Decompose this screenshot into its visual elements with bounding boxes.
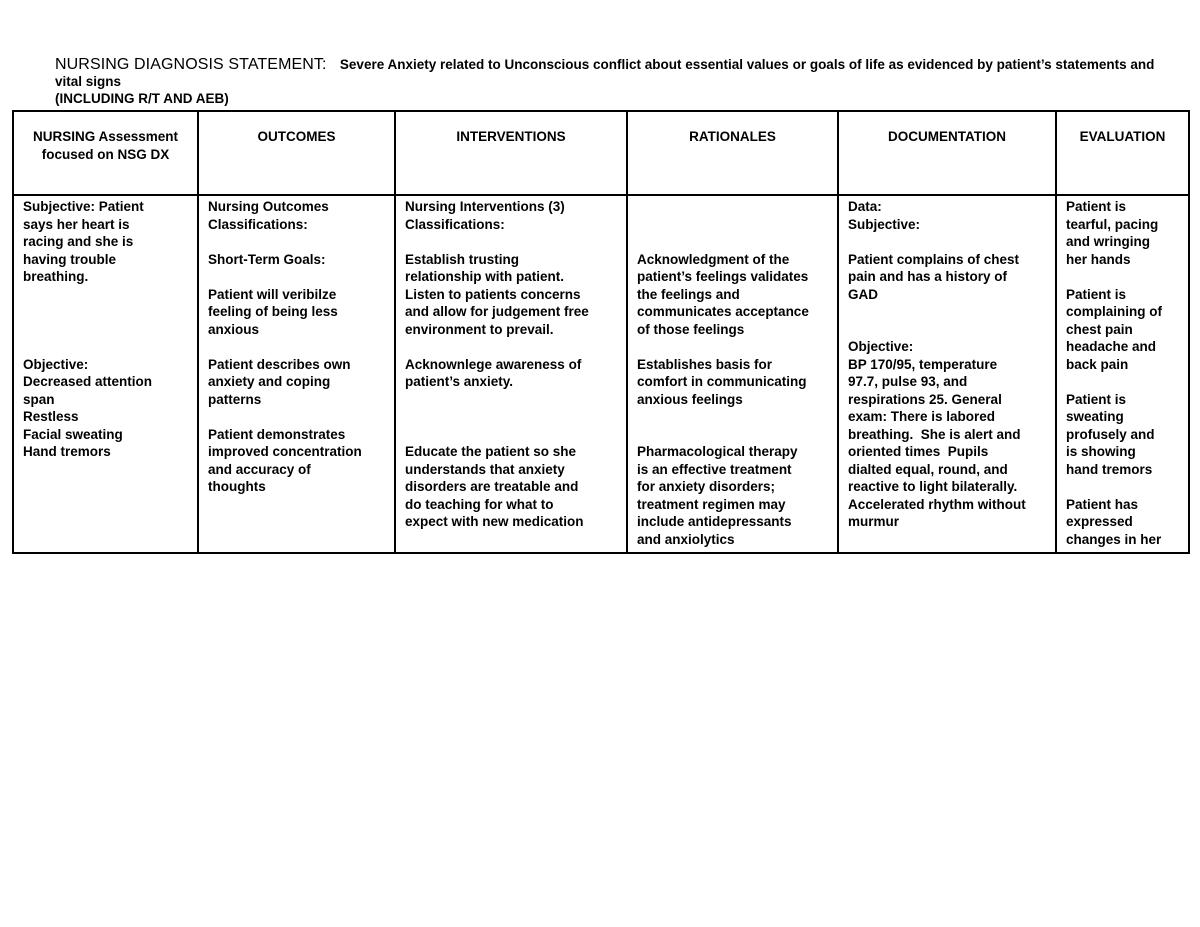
cell-line: Objective:	[848, 339, 914, 354]
cell-line: is showing	[1066, 444, 1136, 459]
cell-line: Accelerated rhythm without	[848, 496, 1026, 512]
cell-line	[23, 286, 188, 304]
cell-line: patient’s anxiety.	[405, 374, 514, 389]
cell-line: Pharmacological therapy	[637, 444, 798, 459]
header-documentation: DOCUMENTATION	[838, 111, 1056, 195]
header-row	[13, 111, 1189, 195]
cell-line	[637, 198, 828, 216]
cell-line: and wringing	[1066, 234, 1150, 249]
cell-line	[405, 391, 617, 409]
cell-line: chest pain	[1066, 321, 1133, 337]
cell-line: tearful, pacing	[1066, 216, 1159, 232]
cell-line: racing and she is	[23, 234, 134, 249]
content-row	[13, 195, 1189, 553]
cell-line	[405, 426, 617, 444]
cell-line: headache and	[1066, 339, 1157, 354]
cell-line: treatment regimen may	[637, 496, 786, 512]
cell-line: understands that anxiety	[405, 461, 565, 477]
cell-line: include antidepressants	[637, 514, 792, 529]
cell-line: Establishes basis for	[637, 356, 773, 372]
cell-line	[637, 338, 828, 356]
cell-line: and anxiolytics	[637, 531, 735, 547]
cell-line: Subjective: Patient	[23, 199, 144, 214]
cell-line	[23, 303, 188, 321]
cell-line	[848, 233, 1046, 251]
cell-line: thoughts	[208, 479, 266, 494]
cell-line	[637, 408, 828, 426]
cell-line: Patient is	[1066, 391, 1127, 407]
cell-line: comfort in communicating	[637, 374, 807, 389]
cell-line	[1066, 373, 1179, 391]
cell-line: patient’s feelings validates	[637, 269, 809, 284]
header-interventions: INTERVENTIONS	[395, 111, 627, 195]
cell-line: Educate the patient so she	[405, 444, 577, 459]
cell-line	[1066, 268, 1179, 286]
cell-line	[23, 338, 188, 356]
cell-line: GAD	[848, 286, 878, 302]
cell-line: Objective:	[23, 356, 89, 372]
header-rationales: RATIONALES	[627, 111, 838, 195]
cell-line: relationship with patient.	[405, 269, 565, 284]
cell-line: the feelings and	[637, 286, 740, 302]
cell-line	[208, 338, 385, 356]
cell-line	[637, 216, 828, 234]
cell-line: communicates acceptance	[637, 304, 809, 319]
cell-line: BP 170/95, temperature	[848, 356, 998, 372]
cell-line: of those feelings	[637, 321, 745, 337]
cell-line	[405, 408, 617, 426]
statement-text: Severe Anxiety related to Unconscious conflict about essential values or goals of life as evidenced by patient’s statements and vital signs	[55, 57, 1155, 89]
cell-line: expect with new medication	[405, 514, 584, 529]
cell-line: Nursing Interventions (3)	[405, 199, 565, 214]
cell-line: back pain	[1066, 356, 1129, 372]
cell-line: oriented times Pupils	[848, 444, 989, 459]
cell-line	[23, 321, 188, 339]
cell-line: and allow for judgement free	[405, 304, 589, 319]
cell-line: Listen to patients concerns	[405, 286, 581, 302]
cell-line: Patient has	[1066, 496, 1139, 512]
cell-line: Classifications:	[405, 216, 505, 232]
cell-line: 97.7, pulse 93, and	[848, 374, 968, 389]
cell-line	[637, 426, 828, 444]
cell-evaluation	[1056, 195, 1189, 553]
cell-line: and accuracy of	[208, 461, 311, 477]
cell-line: Patient complains of chest	[848, 251, 1020, 267]
cell-line	[848, 303, 1046, 321]
cell-line: respirations 25. General	[848, 391, 1002, 407]
cell-line: reactive to light bilaterally.	[848, 479, 1018, 494]
cell-line: Restless	[23, 409, 79, 424]
cell-line: dialted equal, round, and	[848, 461, 1008, 477]
cell-line	[208, 233, 385, 251]
care-plan-table	[12, 110, 1190, 554]
cell-line	[848, 321, 1046, 339]
cell-line: Patient will veribilze	[208, 286, 337, 302]
cell-line: Acknownlege awareness of	[405, 356, 582, 372]
cell-line: improved concentration	[208, 444, 362, 459]
cell-line: exam: There is labored	[848, 409, 996, 424]
cell-line: pain and has a history of	[848, 269, 1008, 284]
cell-line: Short-Term Goals:	[208, 251, 326, 267]
statement-label: NURSING DIAGNOSIS STATEMENT:	[55, 56, 327, 73]
cell-line: anxious feelings	[637, 391, 743, 407]
statement-subtext: (INCLUDING R/T AND AEB)	[55, 91, 229, 106]
cell-line: breathing. She is alert and	[848, 426, 1021, 442]
cell-line: for anxiety disorders;	[637, 479, 776, 494]
diagnosis-statement	[55, 56, 1175, 107]
cell-line	[405, 338, 617, 356]
cell-assessment	[13, 195, 198, 553]
cell-line: anxious	[208, 321, 260, 337]
cell-line: Classifications:	[208, 216, 308, 232]
cell-line: Establish trusting	[405, 251, 520, 267]
cell-line: environment to prevail.	[405, 321, 554, 337]
cell-line: changes in her	[1066, 531, 1162, 547]
cell-line	[208, 268, 385, 286]
cell-line: feeling of being less	[208, 304, 338, 319]
cell-line: span	[23, 391, 55, 407]
cell-documentation	[838, 195, 1056, 553]
cell-line: sweating	[1066, 409, 1124, 424]
cell-line: Decreased attention	[23, 374, 153, 389]
cell-line: profusely and	[1066, 426, 1155, 442]
cell-line: her hands	[1066, 251, 1131, 267]
cell-line	[405, 233, 617, 251]
header-assessment: NURSING Assessment focused on NSG DX	[13, 111, 198, 195]
cell-line: Acknowledgment of the	[637, 251, 790, 267]
cell-line: do teaching for what to	[405, 496, 554, 512]
cell-line: patterns	[208, 391, 262, 407]
cell-line: Hand tremors	[23, 444, 111, 459]
cell-line: expressed	[1066, 514, 1133, 529]
cell-line: having trouble	[23, 251, 117, 267]
header-evaluation: EVALUATION	[1056, 111, 1189, 195]
cell-line: hand tremors	[1066, 461, 1153, 477]
cell-rationales	[627, 195, 838, 553]
cell-outcomes	[198, 195, 395, 553]
cell-line: Data:	[848, 199, 882, 214]
cell-line: is an effective treatment	[637, 461, 792, 477]
cell-line: Patient is	[1066, 286, 1127, 302]
cell-line: says her heart is	[23, 216, 130, 232]
cell-line: Patient describes own	[208, 356, 351, 372]
cell-line: Facial sweating	[23, 426, 123, 442]
header-outcomes: OUTCOMES	[198, 111, 395, 195]
cell-line: Patient is	[1066, 199, 1127, 214]
cell-line: breathing.	[23, 269, 89, 284]
cell-interventions	[395, 195, 627, 553]
cell-line: Patient demonstrates	[208, 426, 346, 442]
cell-line: complaining of	[1066, 304, 1162, 319]
cell-line	[1066, 478, 1179, 496]
cell-line: anxiety and coping	[208, 374, 331, 389]
cell-line: Subjective:	[848, 216, 921, 232]
cell-line	[637, 233, 828, 251]
cell-line: murmur	[848, 514, 900, 529]
cell-line: disorders are treatable and	[405, 479, 579, 494]
cell-line: Nursing Outcomes	[208, 199, 329, 214]
cell-line	[208, 408, 385, 426]
